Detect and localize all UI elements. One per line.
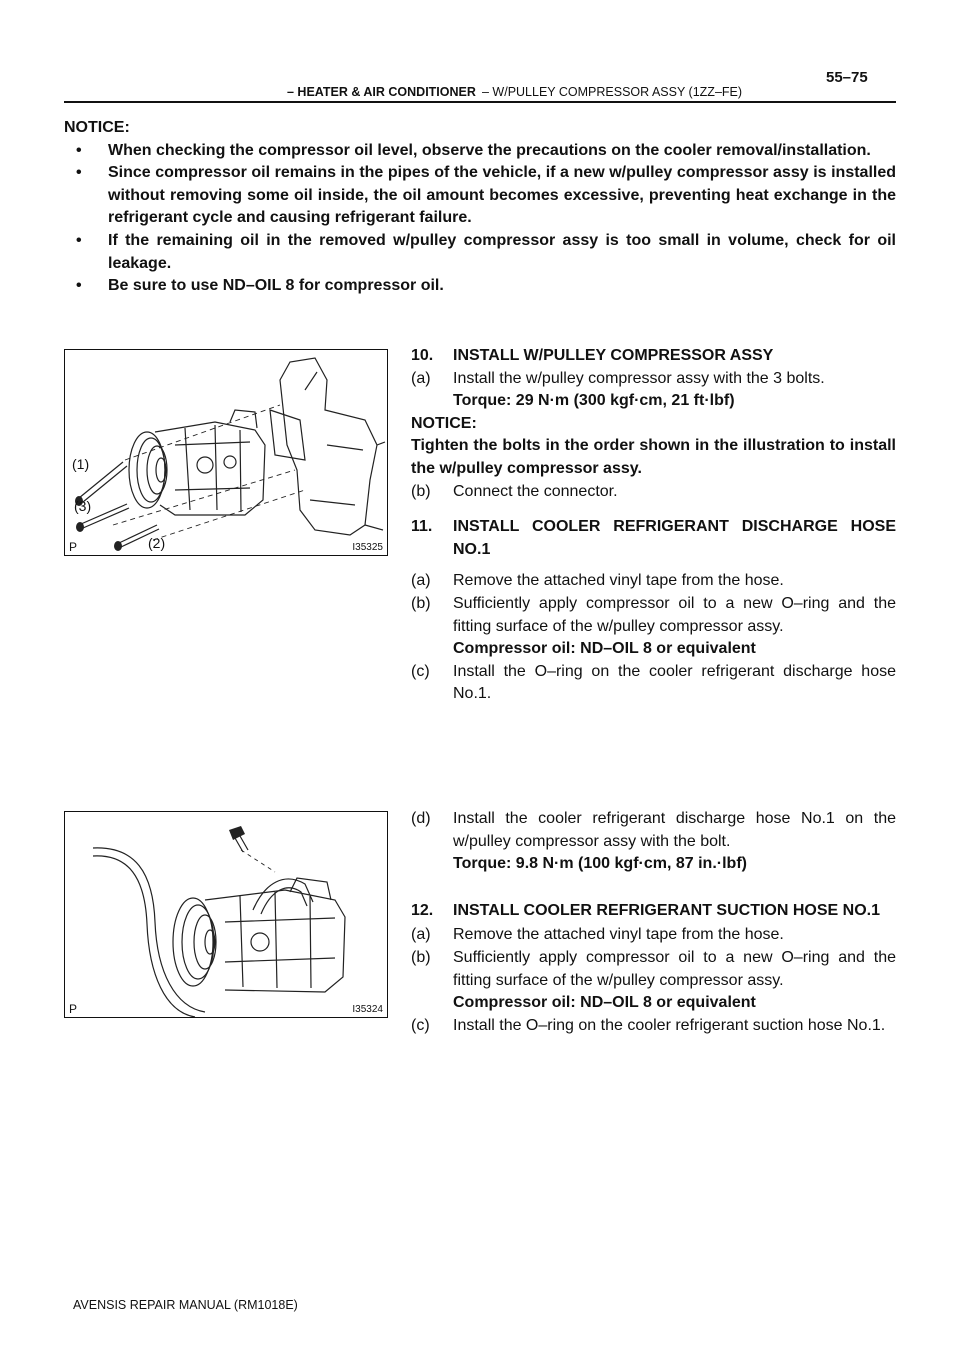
callout-2: (2) [148,535,166,551]
step-12b-oil: Compressor oil: ND–OIL 8 or equivalent [453,994,756,1012]
notice-item: • Be sure to use ND–OIL 8 for compressor oil. [64,275,896,298]
step-12c: (c) Install the O–ring on the cooler refrigerant suction hose No.1. [411,1016,886,1034]
notice-list [64,140,896,298]
step-11d: (d) Install the cooler refrigerant discharge hose No.1 on the w/pulley compressor assy with the bolt. [411,810,896,850]
figure-p-mark: P [69,1002,78,1016]
figure-code: I35325 [352,542,383,553]
notice-block [64,117,896,298]
callout-1: (1) [72,456,90,472]
compressor-illustration [65,350,387,555]
notice-item: • If the remaining oil in the removed w/pulley compressor assy is too small in volume, check for oil leakage. [76,231,896,272]
step-10b: (b) Connect the connector. [411,482,618,500]
figure-discharge-hose [64,811,388,1018]
notice-item: • When checking the compressor oil level, observe the precautions on the cooler removal/installation. [64,140,896,163]
step-11a: (a) Remove the attached vinyl tape from the hose. [411,572,784,590]
hose-illustration [65,812,387,1017]
callout-3: (3) [74,498,92,514]
step-10-notice-text: Tighten the bolts in the order shown in the illustration to install the w/pulley compressor assy. [411,437,896,477]
steps-column-upper [411,345,896,706]
bullet: • [76,277,82,295]
figure-p-mark: P [69,540,78,554]
step-10a: (a) Install the w/pulley compressor assy with the 3 bolts. [411,369,825,387]
step-11c: (c) Install the O–ring on the cooler refrigerant discharge hose No.1. [411,662,896,703]
step-11b: (b) Sufficiently apply compressor oil to a new O–ring and the fitting surface of the w/pulley compressor assy. [411,594,896,635]
step-12-title: 12. INSTALL COOLER REFRIGERANT SUCTION HOSE NO.1 [411,901,880,919]
figure-code: I35324 [352,1004,383,1015]
footer-manual-id: AVENSIS REPAIR MANUAL (RM1018E) [73,1298,298,1312]
bullet: • [76,231,82,249]
page-number: 55–75 [826,69,868,86]
section-title: – HEATER & AIR CONDITIONER [287,85,476,99]
step-10-title: 10. INSTALL W/PULLEY COMPRESSOR ASSY [411,347,774,364]
steps-column-lower [411,808,896,1037]
subsection-title: – W/PULLEY COMPRESSOR ASSY (1ZZ–FE) [482,85,743,99]
notice-item: • Since compressor oil remains in the pipes of the vehicle, if a new w/pulley compressor assy is installed without removing some oil inside, the oil amount becomes excessive, preventing heat exchange in the refrigerant cycle and causing refrigerant failure. [76,164,896,227]
header-rule [64,101,896,103]
step-12a: (a) Remove the attached vinyl tape from the hose. [411,926,784,944]
step-12b: (b) Sufficiently apply compressor oil to a new O–ring and the fitting surface of the w/pulley compressor assy. [411,948,896,989]
step-10-notice-label: NOTICE: [411,414,477,432]
step-10a-torque: Torque: 29 N·m (300 kgf·cm, 21 ft·lbf) [453,392,735,410]
notice-title: NOTICE: [64,119,130,136]
step-11d-torque: Torque: 9.8 N·m (100 kgf·cm, 87 in.·lbf) [453,855,747,873]
step-11-title: 11. INSTALL COOLER REFRIGERANT DISCHARGE HOSE NO.1 [411,518,896,558]
step-11b-oil: Compressor oil: ND–OIL 8 or equivalent [453,640,756,658]
bullet: • [76,164,82,182]
figure-compressor-bolts [64,349,388,556]
bullet: • [76,141,82,159]
